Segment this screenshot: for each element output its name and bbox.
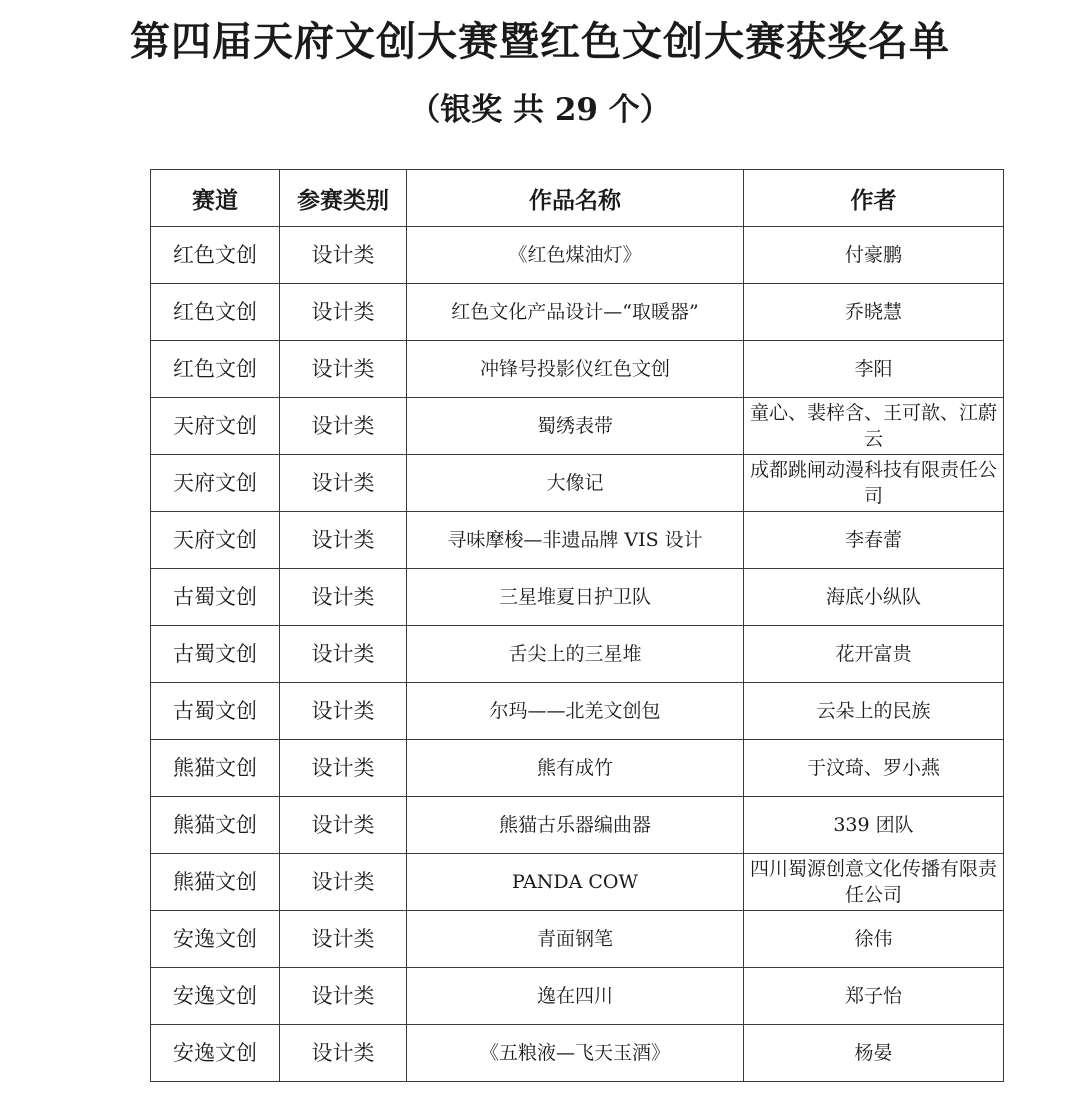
cell-author: 徐伟 xyxy=(744,911,1004,968)
header-work: 作品名称 xyxy=(407,170,744,227)
cell-track: 古蜀文创 xyxy=(151,569,280,626)
cell-track: 红色文创 xyxy=(151,284,280,341)
cell-author: 乔晓慧 xyxy=(744,284,1004,341)
cell-work: 红色文化产品设计—“取暖器” xyxy=(407,284,744,341)
table-row xyxy=(151,911,1004,968)
table-row xyxy=(151,284,1004,341)
cell-author: 四川蜀源创意文化传播有限责任公司 xyxy=(744,854,1004,911)
cell-author: 杨晏 xyxy=(744,1025,1004,1082)
table-row xyxy=(151,797,1004,854)
table-row xyxy=(151,740,1004,797)
cell-category: 设计类 xyxy=(280,626,407,683)
cell-work: 舌尖上的三星堆 xyxy=(407,626,744,683)
cell-category: 设计类 xyxy=(280,512,407,569)
cell-work: 青面钢笔 xyxy=(407,911,744,968)
cell-work: 大像记 xyxy=(407,455,744,512)
cell-category: 设计类 xyxy=(280,740,407,797)
cell-track: 天府文创 xyxy=(151,455,280,512)
cell-work: 冲锋号投影仪红色文创 xyxy=(407,341,744,398)
cell-work: 《五粮液—飞天玉酒》 xyxy=(407,1025,744,1082)
cell-author: 付豪鹏 xyxy=(744,227,1004,284)
cell-author: 童心、裴梓含、王可歆、江蔚云 xyxy=(744,398,1004,455)
cell-work: 逸在四川 xyxy=(407,968,744,1025)
cell-category: 设计类 xyxy=(280,1025,407,1082)
cell-author: 李阳 xyxy=(744,341,1004,398)
cell-track: 安逸文创 xyxy=(151,1025,280,1082)
cell-author: 海底小纵队 xyxy=(744,569,1004,626)
header-row xyxy=(151,170,1004,227)
cell-category: 设计类 xyxy=(280,569,407,626)
table-body xyxy=(151,227,1004,1082)
cell-track: 红色文创 xyxy=(151,341,280,398)
cell-category: 设计类 xyxy=(280,797,407,854)
cell-category: 设计类 xyxy=(280,854,407,911)
cell-author: 339 团队 xyxy=(744,797,1004,854)
awards-table xyxy=(150,169,1004,1082)
cell-author: 于汶琦、罗小燕 xyxy=(744,740,1004,797)
page-subtitle: （银奖 共 29 个） xyxy=(409,92,671,128)
cell-track: 熊猫文创 xyxy=(151,797,280,854)
cell-work: 尔玛——北羌文创包 xyxy=(407,683,744,740)
table-row xyxy=(151,512,1004,569)
cell-author: 云朵上的民族 xyxy=(744,683,1004,740)
page-title: 第四届天府文创大赛暨红色文创大赛获奖名单 xyxy=(130,18,950,65)
cell-track: 古蜀文创 xyxy=(151,683,280,740)
cell-category: 设计类 xyxy=(280,341,407,398)
table-header xyxy=(151,170,1004,227)
cell-track: 天府文创 xyxy=(151,398,280,455)
cell-track: 天府文创 xyxy=(151,512,280,569)
cell-author: 花开富贵 xyxy=(744,626,1004,683)
table-row xyxy=(151,854,1004,911)
cell-work: 三星堆夏日护卫队 xyxy=(407,569,744,626)
cell-author: 李春蕾 xyxy=(744,512,1004,569)
cell-work: 蜀绣表带 xyxy=(407,398,744,455)
cell-track: 熊猫文创 xyxy=(151,854,280,911)
cell-track: 安逸文创 xyxy=(151,911,280,968)
table-row xyxy=(151,341,1004,398)
cell-category: 设计类 xyxy=(280,683,407,740)
cell-category: 设计类 xyxy=(280,284,407,341)
cell-track: 安逸文创 xyxy=(151,968,280,1025)
cell-work: PANDA COW xyxy=(407,854,744,911)
table-row xyxy=(151,968,1004,1025)
cell-work: 寻味摩梭—非遗品牌 VIS 设计 xyxy=(407,512,744,569)
table-row xyxy=(151,683,1004,740)
cell-author: 成都跳闸动漫科技有限责任公司 xyxy=(744,455,1004,512)
cell-work: 《红色煤油灯》 xyxy=(407,227,744,284)
cell-track: 古蜀文创 xyxy=(151,626,280,683)
header-track: 赛道 xyxy=(151,170,280,227)
cell-track: 熊猫文创 xyxy=(151,740,280,797)
header-category: 参赛类别 xyxy=(280,170,407,227)
cell-work: 熊有成竹 xyxy=(407,740,744,797)
table-row xyxy=(151,626,1004,683)
table-row xyxy=(151,1025,1004,1082)
cell-category: 设计类 xyxy=(280,968,407,1025)
cell-author: 郑子怡 xyxy=(744,968,1004,1025)
table-row xyxy=(151,227,1004,284)
cell-category: 设计类 xyxy=(280,227,407,284)
table-row xyxy=(151,569,1004,626)
table-row xyxy=(151,455,1004,512)
cell-work: 熊猫古乐器编曲器 xyxy=(407,797,744,854)
cell-category: 设计类 xyxy=(280,911,407,968)
table-row xyxy=(151,398,1004,455)
header-author: 作者 xyxy=(744,170,1004,227)
cell-category: 设计类 xyxy=(280,455,407,512)
cell-track: 红色文创 xyxy=(151,227,280,284)
cell-category: 设计类 xyxy=(280,398,407,455)
